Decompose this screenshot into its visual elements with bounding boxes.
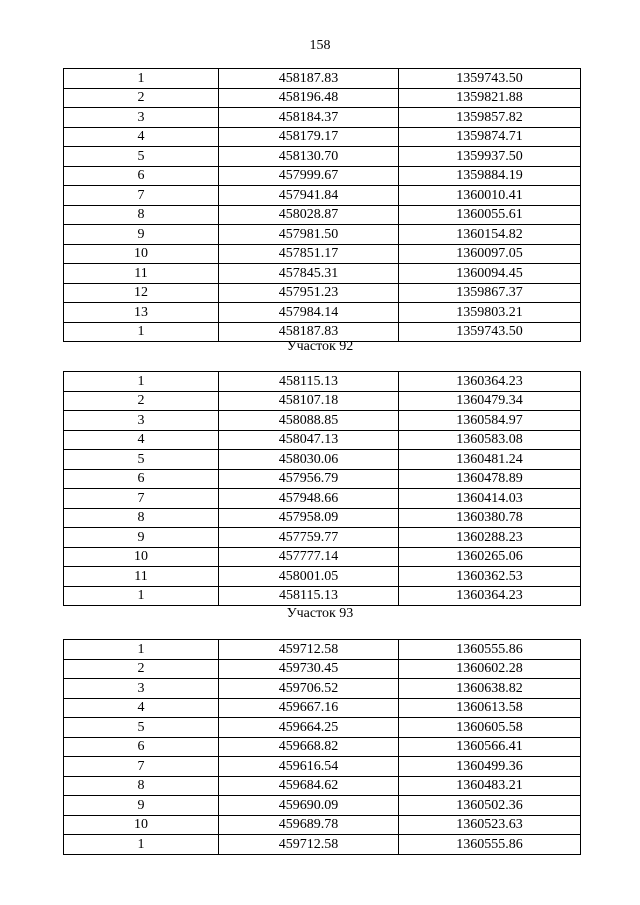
x-coordinate-cell: 459730.45 (219, 659, 399, 679)
x-coordinate-cell: 459664.25 (219, 718, 399, 738)
y-coordinate-cell: 1360478.89 (399, 469, 581, 489)
table-row (64, 186, 581, 206)
point-number-cell: 4 (64, 127, 219, 147)
x-coordinate-cell: 458179.17 (219, 127, 399, 147)
table-row (64, 303, 581, 323)
y-coordinate-cell: 1360638.82 (399, 679, 581, 699)
x-coordinate-cell: 457759.77 (219, 528, 399, 548)
point-number-cell: 1 (64, 640, 219, 660)
x-coordinate-cell: 458001.05 (219, 567, 399, 587)
point-number-cell: 1 (64, 372, 219, 392)
y-coordinate-cell: 1359743.50 (399, 322, 581, 342)
y-coordinate-cell: 1360097.05 (399, 244, 581, 264)
point-number-cell: 4 (64, 698, 219, 718)
point-number-cell: 13 (64, 303, 219, 323)
point-number-cell: 1 (64, 586, 219, 606)
point-number-cell: 7 (64, 186, 219, 206)
x-coordinate-cell: 459689.78 (219, 815, 399, 835)
table-row (64, 430, 581, 450)
table-row (64, 69, 581, 89)
table-row (64, 528, 581, 548)
y-coordinate-cell: 1360523.63 (399, 815, 581, 835)
x-coordinate-cell: 457999.67 (219, 166, 399, 186)
table-row (64, 815, 581, 835)
y-coordinate-cell: 1360502.36 (399, 796, 581, 816)
point-number-cell: 6 (64, 469, 219, 489)
point-number-cell: 9 (64, 528, 219, 548)
x-coordinate-cell: 458088.85 (219, 411, 399, 431)
point-number-cell: 10 (64, 244, 219, 264)
table-row (64, 547, 581, 567)
point-number-cell: 4 (64, 430, 219, 450)
table-row (64, 244, 581, 264)
x-coordinate-cell: 457777.14 (219, 547, 399, 567)
x-coordinate-cell: 457984.14 (219, 303, 399, 323)
x-coordinate-cell: 458107.18 (219, 391, 399, 411)
table-row (64, 679, 581, 699)
table-row (64, 567, 581, 587)
table-row (64, 469, 581, 489)
point-number-cell: 6 (64, 166, 219, 186)
point-number-cell: 11 (64, 264, 219, 284)
table-row (64, 640, 581, 660)
table-row (64, 489, 581, 509)
point-number-cell: 1 (64, 69, 219, 89)
x-coordinate-cell: 459690.09 (219, 796, 399, 816)
y-coordinate-cell: 1360265.06 (399, 547, 581, 567)
table-row (64, 835, 581, 855)
table-row (64, 166, 581, 186)
x-coordinate-cell: 459712.58 (219, 835, 399, 855)
x-coordinate-cell: 458047.13 (219, 430, 399, 450)
y-coordinate-cell: 1359743.50 (399, 69, 581, 89)
x-coordinate-cell: 459667.16 (219, 698, 399, 718)
x-coordinate-cell: 458115.13 (219, 372, 399, 392)
table-row (64, 659, 581, 679)
y-coordinate-cell: 1359821.88 (399, 88, 581, 108)
point-number-cell: 6 (64, 737, 219, 757)
y-coordinate-cell: 1359857.82 (399, 108, 581, 128)
table-row (64, 225, 581, 245)
section-title-92: Участок 92 (286, 339, 354, 354)
x-coordinate-cell: 458028.87 (219, 205, 399, 225)
y-coordinate-cell: 1360602.28 (399, 659, 581, 679)
point-number-cell: 3 (64, 108, 219, 128)
x-coordinate-cell: 459712.58 (219, 640, 399, 660)
table-row (64, 450, 581, 470)
table-row (64, 796, 581, 816)
point-number-cell: 8 (64, 205, 219, 225)
y-coordinate-cell: 1360055.61 (399, 205, 581, 225)
table-row (64, 508, 581, 528)
table-row (64, 264, 581, 284)
point-number-cell: 1 (64, 835, 219, 855)
x-coordinate-cell: 458030.06 (219, 450, 399, 470)
point-number-cell: 11 (64, 567, 219, 587)
point-number-cell: 9 (64, 225, 219, 245)
table-row (64, 391, 581, 411)
table-row (64, 88, 581, 108)
x-coordinate-cell: 459668.82 (219, 737, 399, 757)
x-coordinate-cell: 458196.48 (219, 88, 399, 108)
y-coordinate-cell: 1360555.86 (399, 640, 581, 660)
coordinates-table-92 (63, 371, 581, 606)
y-coordinate-cell: 1360499.36 (399, 757, 581, 777)
table-row (64, 757, 581, 777)
y-coordinate-cell: 1360483.21 (399, 776, 581, 796)
table-row (64, 205, 581, 225)
point-number-cell: 5 (64, 147, 219, 167)
y-coordinate-cell: 1360154.82 (399, 225, 581, 245)
point-number-cell: 7 (64, 757, 219, 777)
y-coordinate-cell: 1359874.71 (399, 127, 581, 147)
point-number-cell: 1 (64, 322, 219, 342)
x-coordinate-cell: 459706.52 (219, 679, 399, 699)
x-coordinate-cell: 457958.09 (219, 508, 399, 528)
y-coordinate-cell: 1360364.23 (399, 586, 581, 606)
x-coordinate-cell: 458187.83 (219, 322, 399, 342)
y-coordinate-cell: 1360414.03 (399, 489, 581, 509)
table-row (64, 776, 581, 796)
table-row (64, 718, 581, 738)
y-coordinate-cell: 1360555.86 (399, 835, 581, 855)
point-number-cell: 7 (64, 489, 219, 509)
table-row (64, 283, 581, 303)
table-row (64, 411, 581, 431)
table-row (64, 108, 581, 128)
table-row (64, 147, 581, 167)
point-number-cell: 8 (64, 508, 219, 528)
y-coordinate-cell: 1360566.41 (399, 737, 581, 757)
x-coordinate-cell: 459616.54 (219, 757, 399, 777)
table-row (64, 737, 581, 757)
table-row (64, 127, 581, 147)
y-coordinate-cell: 1360364.23 (399, 372, 581, 392)
point-number-cell: 2 (64, 391, 219, 411)
section-title-93: Участок 93 (286, 606, 354, 621)
x-coordinate-cell: 457951.23 (219, 283, 399, 303)
point-number-cell: 2 (64, 88, 219, 108)
point-number-cell: 8 (64, 776, 219, 796)
y-coordinate-cell: 1360288.23 (399, 528, 581, 548)
y-coordinate-cell: 1359803.21 (399, 303, 581, 323)
x-coordinate-cell: 457981.50 (219, 225, 399, 245)
point-number-cell: 3 (64, 679, 219, 699)
y-coordinate-cell: 1359867.37 (399, 283, 581, 303)
page-number: 158 (309, 38, 331, 53)
x-coordinate-cell: 457948.66 (219, 489, 399, 509)
point-number-cell: 10 (64, 815, 219, 835)
table-row (64, 586, 581, 606)
y-coordinate-cell: 1360380.78 (399, 508, 581, 528)
y-coordinate-cell: 1360362.53 (399, 567, 581, 587)
x-coordinate-cell: 458184.37 (219, 108, 399, 128)
point-number-cell: 5 (64, 718, 219, 738)
point-number-cell: 5 (64, 450, 219, 470)
y-coordinate-cell: 1359937.50 (399, 147, 581, 167)
y-coordinate-cell: 1360605.58 (399, 718, 581, 738)
y-coordinate-cell: 1360613.58 (399, 698, 581, 718)
table-row (64, 698, 581, 718)
x-coordinate-cell: 457941.84 (219, 186, 399, 206)
table-row (64, 372, 581, 392)
y-coordinate-cell: 1360583.08 (399, 430, 581, 450)
point-number-cell: 10 (64, 547, 219, 567)
x-coordinate-cell: 458187.83 (219, 69, 399, 89)
y-coordinate-cell: 1359884.19 (399, 166, 581, 186)
point-number-cell: 3 (64, 411, 219, 431)
point-number-cell: 2 (64, 659, 219, 679)
coordinates-table-1 (63, 68, 581, 342)
x-coordinate-cell: 457845.31 (219, 264, 399, 284)
x-coordinate-cell: 458130.70 (219, 147, 399, 167)
y-coordinate-cell: 1360479.34 (399, 391, 581, 411)
point-number-cell: 9 (64, 796, 219, 816)
x-coordinate-cell: 457851.17 (219, 244, 399, 264)
point-number-cell: 12 (64, 283, 219, 303)
y-coordinate-cell: 1360010.41 (399, 186, 581, 206)
x-coordinate-cell: 458115.13 (219, 586, 399, 606)
x-coordinate-cell: 457956.79 (219, 469, 399, 489)
x-coordinate-cell: 459684.62 (219, 776, 399, 796)
y-coordinate-cell: 1360481.24 (399, 450, 581, 470)
coordinates-table-93 (63, 639, 581, 855)
y-coordinate-cell: 1360094.45 (399, 264, 581, 284)
y-coordinate-cell: 1360584.97 (399, 411, 581, 431)
